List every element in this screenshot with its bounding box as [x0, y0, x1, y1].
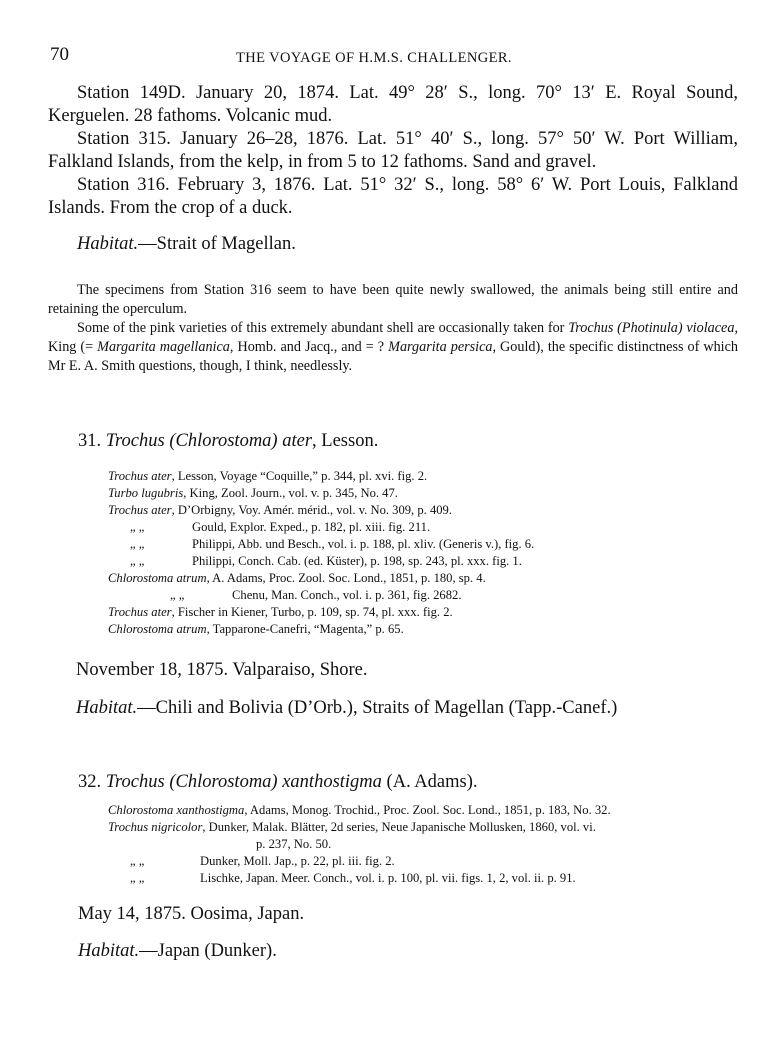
synonym-line: Turbo lugubris, King, Zool. Journ., vol. v. p. 345, No. 47.: [108, 486, 398, 500]
collection-record-32: May 14, 1875. Oosima, Japan.: [78, 904, 305, 924]
synonym-line: „ „ Lischke, Japan. Meer. Conch., vol. i. p. 100, pl. vii. figs. 1, 2, vol. ii. p. 91.: [130, 871, 576, 885]
synonym-line: Trochus ater, Fischer in Kiener, Turbo, p. 109, sp. 74, pl. xxx. fig. 2.: [108, 605, 453, 619]
remarks: [48, 281, 738, 376]
station-records: [48, 82, 738, 220]
remark-paragraph: The specimens from Station 316 seem to have been quite newly swallowed, the animals being still entire and retaining the operculum.: [48, 282, 738, 317]
synonym-line: „ „ Dunker, Moll. Jap., p. 22, pl. iii. fig. 2.: [130, 854, 395, 868]
synonym-line: Chlorostoma atrum, A. Adams, Proc. Zool. Soc. Lond., 1851, p. 180, sp. 4.: [108, 571, 486, 585]
synonym-line: Trochus ater, D’Orbigny, Voy. Amér. mérid., vol. v. No. 309, p. 409.: [108, 503, 452, 517]
synonym-line: „ „ Gould, Explor. Exped., p. 182, pl. xiii. fig. 211.: [130, 520, 431, 534]
habitat-line: Habitat.—Strait of Magellan.: [77, 234, 296, 254]
synonym-line: Chlorostoma xanthostigma, Adams, Monog. Trochid., Proc. Zool. Soc. Lond., 1851, p. 183, No. 32.: [108, 803, 611, 817]
synonym-line: „ „ Chenu, Man. Conch., vol. i. p. 361, fig. 2682.: [170, 588, 462, 602]
running-title: THE VOYAGE OF H.M.S. CHALLENGER.: [236, 50, 512, 66]
species-heading-31: 31. Trochus (Chlorostoma) ater, Lesson.: [78, 431, 379, 451]
synonym-line: „ „ Philippi, Conch. Cab. (ed. Küster), p. 198, sp. 243, pl. xxx. fig. 1.: [130, 554, 522, 568]
station-record: Station 316. February 3, 1876. Lat. 51° 32′ S., long. 58° 6′ W. Port Louis, Falkland Islands. From the crop of a duck.: [48, 175, 739, 218]
synonym-line: „ „ Philippi, Abb. und Besch., vol. i. p. 188, pl. xliv. (Generis v.), fig. 6.: [130, 537, 535, 551]
synonym-line: p. 237, No. 50.: [256, 837, 332, 851]
synonym-line: Trochus nigricolor, Dunker, Malak. Blätter, 2d series, Neue Japanische Mollusken, 1860, vol. vi.: [108, 820, 596, 834]
habitat-line-32: Habitat.—Japan (Dunker).: [78, 941, 277, 961]
synonym-line: Chlorostoma atrum, Tapparone-Canefri, “Magenta,” p. 65.: [108, 622, 404, 636]
station-record: Station 315. January 26–28, 1876. Lat. 51° 40′ S., long. 57° 50′ W. Port William, Falkland Islands, from the kelp, in from 5 to 12 fathoms. Sand and gravel.: [48, 129, 738, 172]
page-number: 70: [50, 44, 69, 65]
remark-paragraph: Some of the pink varieties of this extremely abundant shell are occasionally taken for Trochus (Photinula) violacea, King (= Margarita magellanica, Homb. and Jacq., and = ? Margarita persica, Gould), the specific distinctness of which Mr E. A. Smith questions, though, I think, needlessly.: [48, 320, 739, 374]
species-heading-32: 32. Trochus (Chlorostoma) xanthostigma (A. Adams).: [78, 772, 478, 792]
habitat-line-31: Habitat.—Chili and Bolivia (D’Orb.), Straits of Magellan (Tapp.-Canef.): [76, 698, 618, 718]
station-record: Station 149D. January 20, 1874. Lat. 49° 28′ S., long. 70° 13′ E. Royal Sound, Kerguelen. 28 fathoms. Volcanic mud.: [48, 83, 738, 126]
collection-record-31: November 18, 1875. Valparaiso, Shore.: [76, 660, 368, 680]
synonym-line: Trochus ater, Lesson, Voyage “Coquille,” p. 344, pl. xvi. fig. 2.: [108, 469, 428, 483]
